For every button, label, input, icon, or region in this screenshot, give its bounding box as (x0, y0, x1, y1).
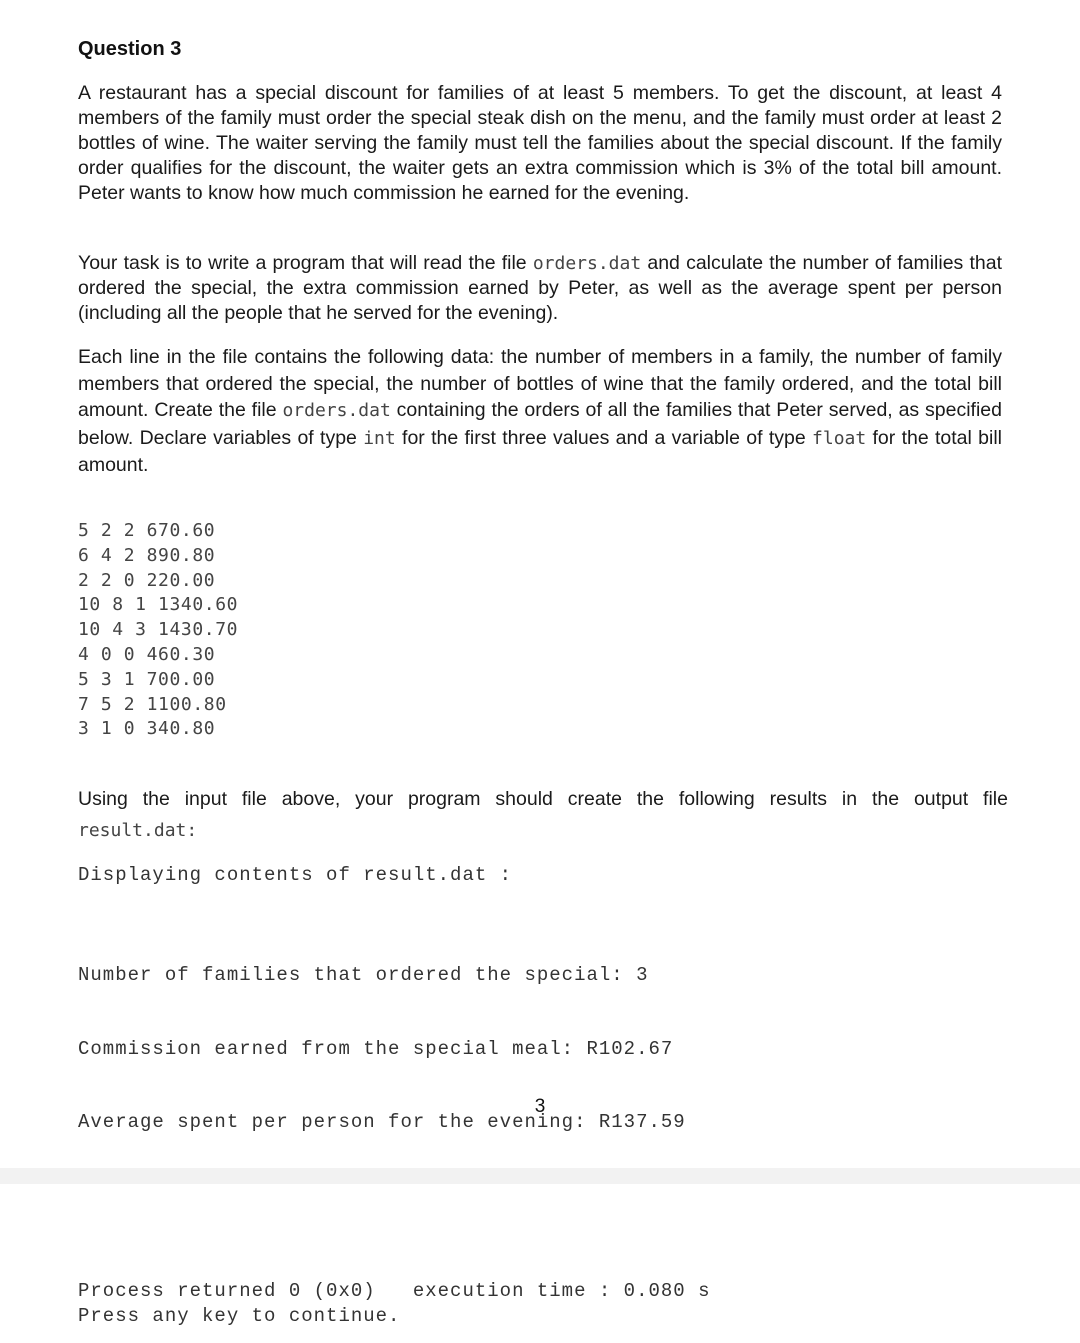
process-returned-line: Process returned 0 (0x0) execution time : 0.080 s (78, 1280, 711, 1302)
data-line: 4 0 0 460.30 (78, 643, 216, 665)
data-line: 6 4 2 890.80 (78, 544, 216, 566)
result-line: Average spent per person for the evening: R137.59 (78, 1111, 686, 1133)
orders-filename: orders.dat (532, 253, 642, 274)
page-number: 3 (534, 1096, 546, 1117)
task-paragraph (78, 251, 1002, 326)
result-filename: result.dat: (78, 820, 198, 841)
question-title: Question 3 (78, 38, 182, 60)
output-instructions-text: Using the input file above, your program should create the following results in the output file (78, 788, 1008, 810)
data-line: 2 2 0 220.00 (78, 569, 216, 591)
output-heading: Displaying contents of result.dat : (78, 864, 513, 886)
output-results (78, 914, 686, 1184)
intro-paragraph: A restaurant has a special discount for families of at least 5 members. To get the discount, at least 4 members of the family must order the special steak dish on the menu, and the family must order at least 2 bottles of wine. The waiter serving the family must tell the families about the special discount. If the family order qualifies for the discount, the waiter gets an extra commission which is 3% of the total bill amount. Peter wants to know how much commission he earned for the evening. (78, 82, 1002, 204)
data-line: 3 1 0 340.80 (78, 718, 216, 740)
data-line: 7 5 2 1100.80 (78, 693, 227, 715)
orders-filename-2: orders.dat (282, 400, 391, 421)
float-type: float (812, 427, 867, 449)
format-text-2: containing the orders of all the families that Peter served, as specified below. Declare variables of type (78, 399, 1002, 449)
press-key-line: Press any key to continue. (78, 1305, 401, 1327)
int-type: int (363, 427, 396, 449)
result-line: Number of families that ordered the special: 3 (78, 964, 649, 986)
data-line: 5 3 1 700.00 (78, 668, 216, 690)
format-text-3: for the first three values and a variable of type (395, 426, 813, 449)
format-text-4: for the total bill amount. (78, 426, 1003, 476)
task-text-start: Your task is to write a program that will read the file (78, 252, 533, 274)
orders-data-listing (78, 519, 238, 742)
format-text-1: Each line in the file contains the following data: the number of members in a family, the number of family members that ordered the special, the number of bottles of wine that the family ordered, and the total bill amount. Create the file (78, 346, 1002, 421)
console-output (0, 1184, 1080, 1343)
task-text-end: and calculate the number of families that ordered the special, the extra commission earned by Peter, as well as the average spent per person (including all the people that he served for the evening). (78, 252, 1002, 324)
data-line: 10 4 3 1430.70 (78, 619, 239, 641)
data-line: 5 2 2 670.60 (78, 520, 216, 541)
result-line: Commission earned from the special meal: R102.67 (78, 1037, 674, 1060)
file-format-paragraph (78, 344, 1002, 479)
output-instructions (78, 784, 1008, 846)
page-divider (0, 1168, 1080, 1184)
data-line: 10 8 1 1340.60 (78, 594, 239, 616)
